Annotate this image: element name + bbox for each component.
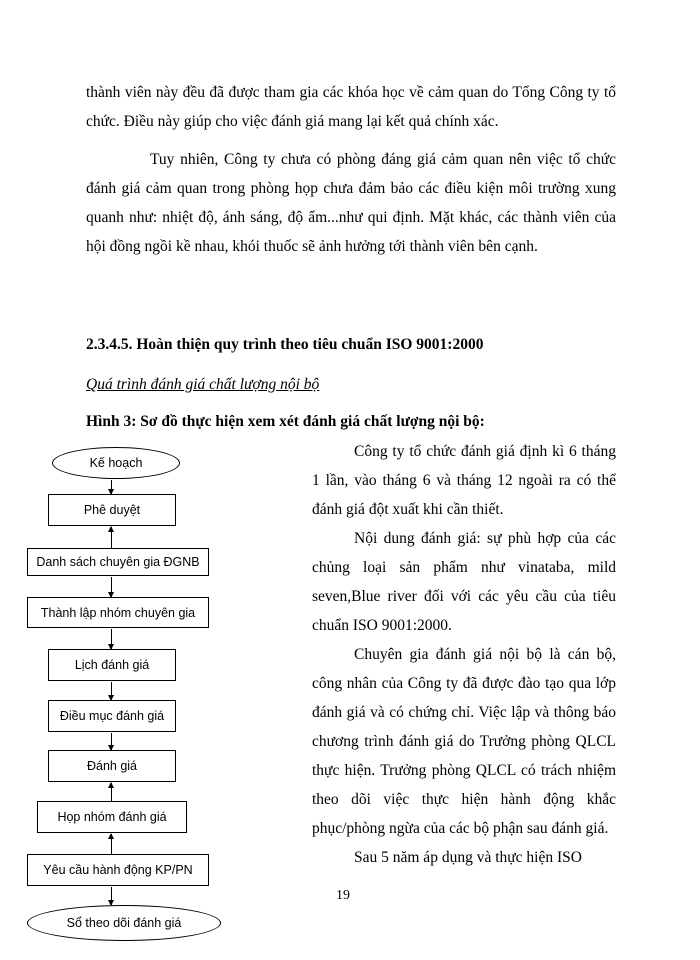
right-paragraph-4: Sau 5 năm áp dụng và thực hiện ISO bbox=[354, 849, 582, 866]
paragraph-2: Tuy nhiên, Công ty chưa có phòng đáng giá cảm quan nên việc tổ chức đánh giá cảm quan trong phòng họp chưa đảm bảo các điều kiện môi trường xung quanh như: nhiệt độ, ánh sáng, độ ẩm...như qui định. Mặt khác, các thành viên của hội đồng ngồi kề nhau, khói thuốc sẽ ảnh hưởng tới thành viên bên cạnh. bbox=[86, 151, 616, 255]
flow-step-danh-sach: Danh sách chuyên gia ĐGNB bbox=[27, 548, 209, 576]
arrow-up-icon bbox=[111, 834, 112, 854]
arrow-down-icon bbox=[111, 480, 112, 494]
flow-step-thanh-lap: Thành lập nhóm chuyên gia bbox=[27, 597, 209, 628]
arrow-down-icon bbox=[111, 887, 112, 905]
right-paragraph-3: Chuyên gia đánh giá nội bộ là cán bộ, công nhân của Công ty đã được đào tạo qua lớp đánh giá và có chứng chỉ. Việc lập và thông báo chương trình đánh giá do Trưởng phòng QLCL thực hiện. Trưởng phòng QLCL có trách nhiệm theo dõi việc thực hiện hành động khắc phục/phòng ngừa của các bộ phận sau đánh giá. bbox=[312, 646, 616, 837]
flow-step-dieu-muc: Điều mục đánh giá bbox=[48, 700, 176, 732]
arrow-down-icon bbox=[111, 629, 112, 649]
page-number: 19 bbox=[336, 888, 350, 903]
right-paragraph-2: Nội dung đánh giá: sự phù hợp của các chủng loại sản phẩm như vinataba, mild seven,Blue river đối với các yêu cầu của tiêu chuẩn ISO 9001:2000. bbox=[312, 530, 616, 634]
flow-step-so-theo-doi: Sổ theo dõi đánh giá bbox=[27, 905, 221, 941]
flow-step-lich: Lịch đánh giá bbox=[48, 649, 176, 681]
figure-title: Hình 3: Sơ đồ thực hiện xem xét đánh giá chất lượng nội bộ: bbox=[86, 413, 485, 430]
flow-step-yeu-cau: Yêu cầu hành động KP/PN bbox=[27, 854, 209, 886]
flow-step-danh-gia: Đánh giá bbox=[48, 750, 176, 782]
subheading: Quá trình đánh giá chất lượng nội bộ bbox=[86, 376, 320, 393]
flow-step-ke-hoach: Kế hoạch bbox=[52, 447, 180, 479]
arrow-up-icon bbox=[111, 527, 112, 548]
right-column-text bbox=[312, 437, 616, 872]
arrow-down-icon bbox=[111, 682, 112, 700]
paragraph-1: thành viên này đều đã được tham gia các khóa học về cảm quan do Tổng Công ty tổ chức. Điều này giúp cho việc đánh giá mang lại kết quả chính xác. bbox=[86, 84, 616, 130]
arrow-up-icon bbox=[111, 783, 112, 801]
flow-step-hop-nhom: Họp nhóm đánh giá bbox=[37, 801, 187, 833]
arrow-down-icon bbox=[111, 577, 112, 597]
flow-step-phe-duyet: Phê duyệt bbox=[48, 494, 176, 526]
right-paragraph-1: Công ty tổ chức đánh giá định kì 6 tháng 1 lần, vào tháng 6 và tháng 12 ngoài ra có thể đánh giá đột xuất khi cần thiết. bbox=[312, 443, 616, 518]
arrow-down-icon bbox=[111, 733, 112, 750]
section-heading: 2.3.4.5. Hoàn thiện quy trình theo tiêu chuẩn ISO 9001:2000 bbox=[86, 336, 484, 353]
